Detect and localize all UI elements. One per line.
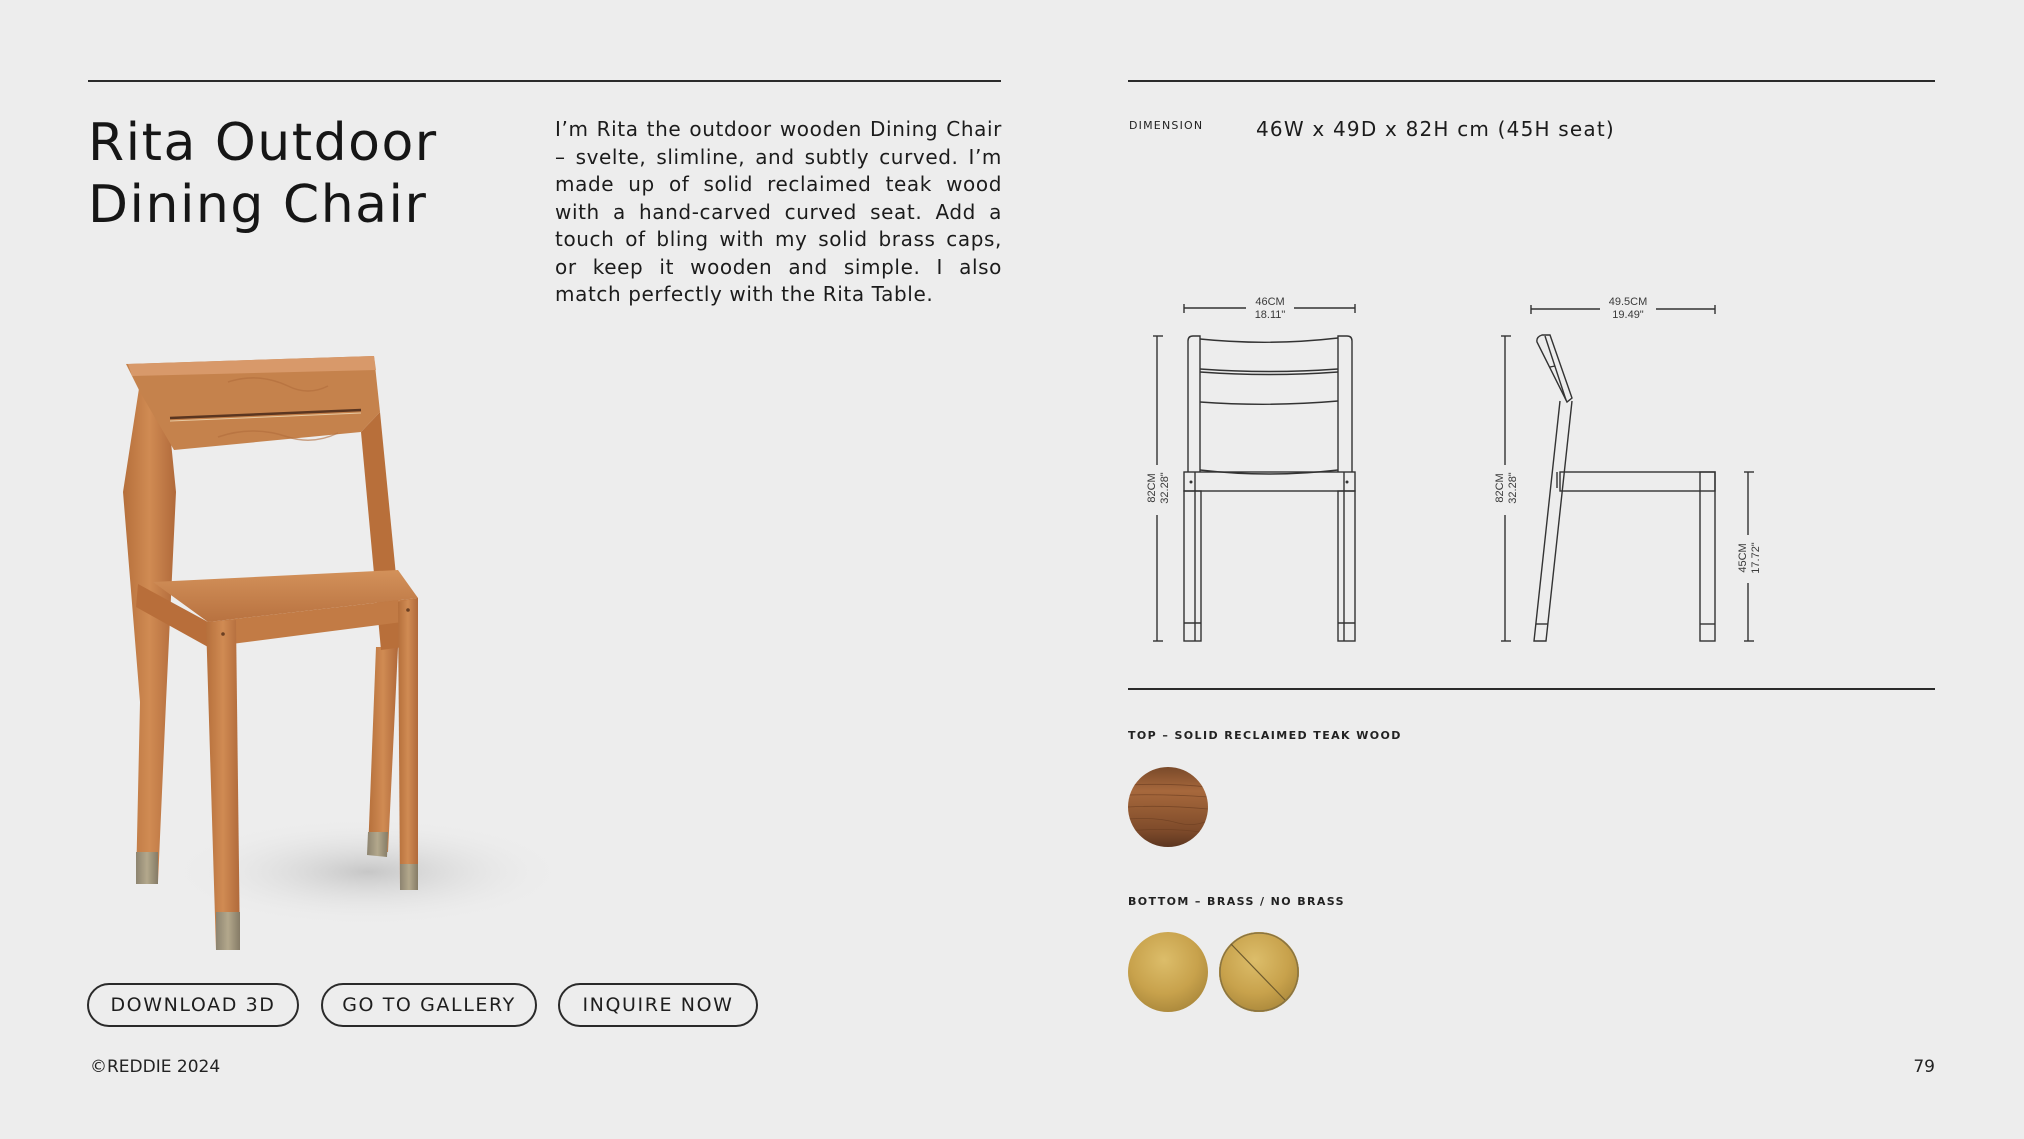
material-label-bottom: BOTTOM – BRASS / NO BRASS xyxy=(1128,895,1345,908)
top-rule-right xyxy=(1128,80,1935,82)
front-height-cm: 82CM xyxy=(1146,473,1158,503)
go-to-gallery-button[interactable]: GO TO GALLERY xyxy=(321,983,537,1027)
swatch-teak[interactable] xyxy=(1128,767,1208,847)
side-height-in: 32.28" xyxy=(1507,472,1519,504)
materials-divider xyxy=(1128,688,1935,690)
material-label-top: TOP – SOLID RECLAIMED TEAK WOOD xyxy=(1128,729,1402,742)
no-brass-swatch-texture xyxy=(1219,932,1299,1012)
side-height-cm: 82CM xyxy=(1494,473,1506,503)
side-depth-cm: 49.5CM xyxy=(1608,296,1648,308)
page-title xyxy=(88,112,528,236)
front-width-cm: 46CM xyxy=(1255,296,1285,308)
swatch-no-brass[interactable] xyxy=(1219,932,1299,1012)
swatch-brass[interactable] xyxy=(1128,932,1208,1012)
front-width-in: 18.11" xyxy=(1254,309,1286,321)
teak-swatch-texture xyxy=(1128,767,1208,847)
top-rule-left xyxy=(88,80,1001,82)
technical-drawings xyxy=(1120,280,1820,660)
seat-height-in: 17.72" xyxy=(1750,542,1762,574)
title-line-2: Dining Chair xyxy=(88,175,428,235)
page-number: 79 xyxy=(1913,1057,1935,1077)
copyright: ©REDDIE 2024 xyxy=(90,1057,221,1077)
dimension-drawings-svg xyxy=(1120,280,1820,660)
dimension-label: DIMENSION xyxy=(1129,119,1204,132)
dimension-value: 46W x 49D x 82H cm (45H seat) xyxy=(1256,117,1615,141)
seat-height-cm: 45CM xyxy=(1737,543,1749,573)
side-depth-in: 19.49" xyxy=(1612,309,1644,321)
brass-swatch-texture xyxy=(1128,932,1208,1012)
download-3d-button[interactable]: DOWNLOAD 3D xyxy=(87,983,299,1027)
chair-photo-illustration xyxy=(118,352,588,952)
front-height-in: 32.28" xyxy=(1159,472,1171,504)
inquire-now-button[interactable]: INQUIRE NOW xyxy=(558,983,758,1027)
product-description: I’m Rita the outdoor wooden Dining Chair – svelte, slimline, and subtly curved. I’m made up of solid reclaimed teak wood with a hand-carved curved seat. Add a touch of bling with my solid brass caps, or keep it wooden and simple. I also match perfectly with the Rita Table. xyxy=(555,117,1002,306)
product-photo xyxy=(118,352,588,952)
title-line-1: Rita Outdoor xyxy=(88,113,438,173)
